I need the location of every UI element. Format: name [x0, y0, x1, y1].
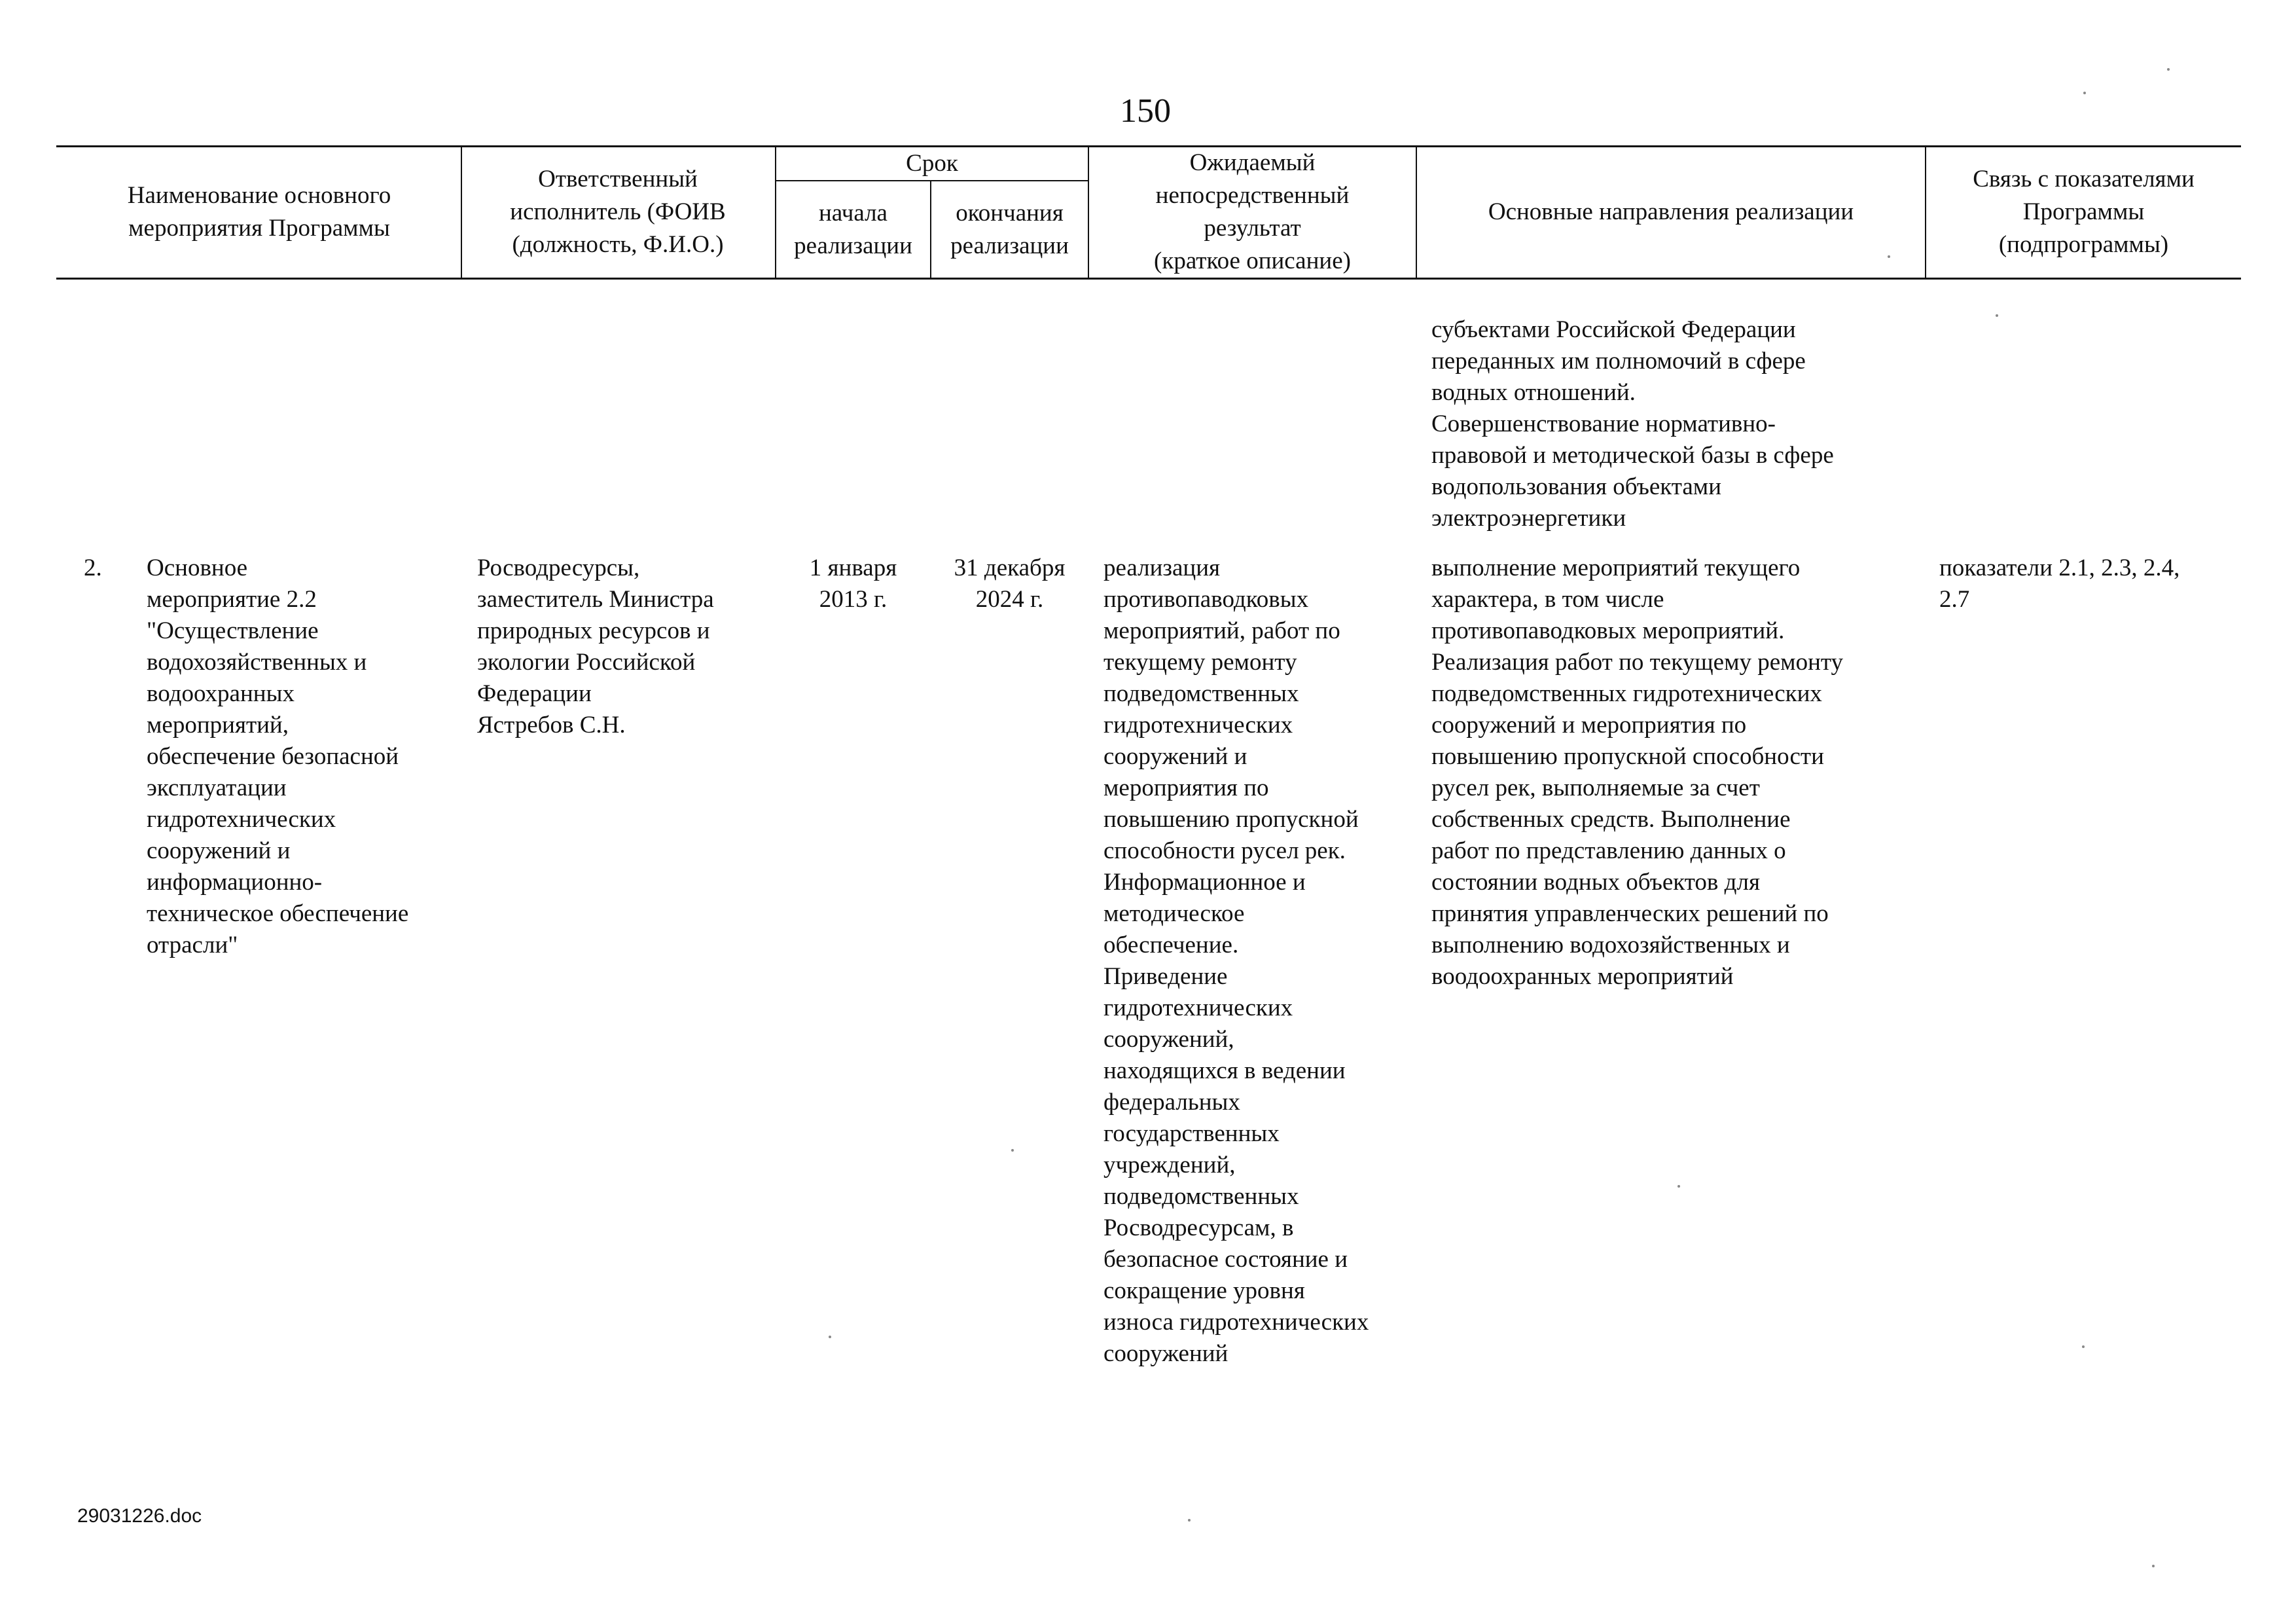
header-expected-result: Ожидаемый непосредственный результат (краткое описание) — [1154, 149, 1351, 274]
scan-speck — [1677, 1185, 1680, 1188]
scan-speck — [1996, 314, 1998, 317]
scan-speck — [2152, 1565, 2155, 1567]
header-program-activity: Наименование основного мероприятия Программы — [127, 182, 391, 242]
indicator-link: показатели 2.1, 2.3, 2.4, 2.7 — [1939, 555, 2180, 613]
page-number: 150 — [1120, 92, 1171, 130]
end-date: 31 декабря 2024 г. — [954, 555, 1066, 613]
term-subheader-rule — [775, 180, 1088, 181]
responsible-executor: Росводресурсы, заместитель Министра природных ресурсов и экологии Российской Федерации Ястребов С.Н. — [477, 555, 714, 739]
header-responsible-executor: Ответственный исполнитель (ФОИВ (должность, Ф.И.О.) — [510, 166, 726, 258]
header-end-date: окончания реализации — [950, 200, 1069, 259]
main-directions: выполнение мероприятий текущего характера, в том числе противопаводковых мероприятий. Реализация работ по текущему ремонту подведомственных гидротехнических сооружений и мероприятия по повышению пропускной способности русел рек, выполняемые за счет собственных средств. Выполнение работ по представлению данных о состоянии водных объектов для принятия управленческих решений по выполнению водохозяйственных и воодоохранных мероприятий — [1431, 555, 1844, 990]
scan-speck — [829, 1336, 831, 1338]
header-start-date: начала реализации — [794, 200, 912, 259]
scan-speck — [1888, 255, 1890, 258]
header-indicator-link: Связь с показателями Программы (подпрограммы) — [1973, 166, 2195, 258]
scan-speck — [2083, 92, 2086, 94]
scan-speck — [1011, 1149, 1014, 1152]
row-number: 2. — [84, 555, 102, 581]
table-header-bottom-rule — [56, 278, 2241, 280]
expected-result: реализация противопаводковых мероприятий, работ по текущему ремонту подведомственных гидротехнических сооружений и мероприятия по повышению пропускной способности русел рек. Информационное и методическое обеспечение. Приведение гидротехнических сооружений, находящихся в ведении федеральных государственных учреждений, подведомственных Росводресурсам, в безопасное состояние и сокращение уровня износа гидротехнических сооружений — [1103, 555, 1369, 1367]
activity-name: Основное мероприятие 2.2 "Осуществление водохозяйственных и водоохранных мероприятий, обеспечение безопасной эксплуатации гидротехнических сооружений и информационно- техническое обеспечение отрасли" — [147, 555, 409, 958]
scan-speck — [2167, 68, 2170, 71]
header-main-directions: Основные направления реализации — [1488, 198, 1854, 225]
scan-speck — [1188, 1519, 1191, 1522]
document-filename: 29031226.doc — [77, 1505, 202, 1527]
scan-speck — [2082, 1345, 2085, 1348]
header-term: Срок — [906, 149, 958, 177]
start-date: 1 января 2013 г. — [809, 555, 897, 613]
continued-directions-text: субъектами Российской Федерации переданных им полномочий в сфере водных отношений. Совершенствование нормативно- правовой и методической базы в сфере водопользования объектами электроэнергетики — [1431, 316, 1834, 532]
